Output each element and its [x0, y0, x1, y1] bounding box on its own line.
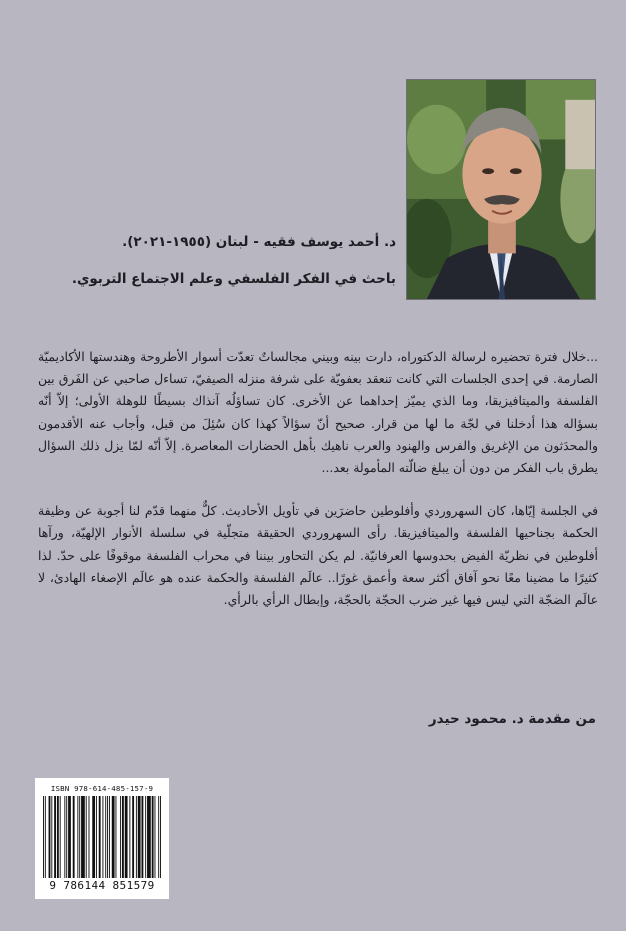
isbn-barcode — [35, 778, 169, 899]
author-name-line: د. أحمد يوسف فقيه - لبنان (١٩٥٥-٢٠٢١). — [122, 234, 396, 250]
blurb-text — [38, 346, 598, 611]
barcode-bar — [57, 796, 59, 878]
barcode-bar — [89, 796, 90, 878]
barcode-digits: 9 786144 851579 — [49, 879, 155, 892]
barcode-bar — [141, 796, 143, 878]
barcode-bar — [49, 796, 51, 878]
barcode-bar — [105, 796, 106, 878]
isbn-label: ISBN 978-614-485-157-9 — [50, 784, 154, 793]
barcode-bar — [54, 796, 56, 878]
barcode-bar — [147, 796, 151, 878]
author-photo — [406, 79, 596, 300]
barcode-bar — [81, 796, 85, 878]
barcode-bar — [73, 796, 75, 878]
barcode-bar — [145, 796, 146, 878]
barcode-bar — [77, 796, 78, 878]
introduction-credit: من مقدمة د. محمود حيدر — [428, 711, 596, 727]
barcode-bar — [96, 796, 97, 878]
barcode-bar — [45, 796, 46, 878]
barcode-bar — [107, 796, 108, 878]
barcode-bar — [158, 796, 159, 878]
barcode-bar — [115, 796, 116, 878]
barcode-bar — [99, 796, 101, 878]
author-description: باحث في الفكر الفلسفي وعلم الاجتماع التربوي. — [71, 271, 396, 287]
barcode-bar — [136, 796, 137, 878]
barcode-bar — [79, 796, 80, 878]
barcode-bar — [68, 796, 71, 878]
barcode-bar — [60, 796, 61, 878]
barcode-bar — [51, 796, 52, 878]
blurb-paragraph-1: ...خلال فترة تحضيره لرسالة الدكتوراه، دارت بينه وبيني مجالساتٌ تعدّت أسوار الأطروحة وهندستها الأكاديميّة الصارمة. في إحدى الجلسات التي كانت تنعقد بعفويّة على شرفة منزله الصيفيّ، تساءل صاحبي عن الفَرق بين الفلسفة والميتافيزيقا، وما الذي يميّز إحداهما عن الأخرى. كان تساؤلُه آنذاك بسيطًا للوهلة الأولى؛ إلاّ أنّه بسؤاله هذا أدخلنا في لجّة ما لها من قرار. صحيح أنّ سؤالاً كهذا كان سُئِلَ من قبل، وأجاب عنه الأقدمون والمحدَثون من الإغريق والفرس والهنود والعرب ناهيك بأهل الحضارات المعاصرة. إلاّ أنّه لمّا يزل ذلك السؤال يطرق باب الفكر من دون أن يبلغ ضالّته المأمولة بعد... — [38, 349, 598, 476]
barcode-bar — [112, 796, 115, 878]
author-portrait-image — [407, 80, 595, 299]
barcode-bar — [125, 796, 128, 878]
barcode-bar — [92, 796, 95, 878]
barcode-bar — [102, 796, 103, 878]
barcode-bar — [138, 796, 141, 878]
barcode-bar — [64, 796, 65, 878]
barcode-bar — [43, 796, 44, 878]
barcode-bar — [122, 796, 124, 878]
barcode-bar — [132, 796, 134, 878]
barcode-bars — [43, 796, 161, 878]
barcode-bar — [155, 796, 156, 878]
barcode-bar — [120, 796, 121, 878]
barcode-bar — [109, 796, 110, 878]
barcode-bar — [86, 796, 87, 878]
blurb-paragraph-2: في الجلسة إيّاها، كان السهروردي وأفلوطين حاضرَين في تأويل الأحاديث. كلٌّ منهما قدّم لنا أجوبة عن وظيفة الحكمة بجناحيها الفلسفة والميتافيزيقا. رأى السهروردي الحقيقة متجلّية في سلسلة الأنوار الإلهيّة، ورآها أفلوطين في نظريّة الفيض بحدوسها العرفانيّة. لم يكن التحاور بيننا في محراب الفلسفة موقوفًا على حدّ. لذا كثيرًا ما مضينا معًا نحو آفاق أكثر سعة وأعمق غورًا.. عالَم الفلسفة والحكمة عنده هو عالَم الإصغاء الهادئ، لا عالَم الضجّة التي ليس فيها غير ضرب الحجّة بالحجّة، وإبطال الرأي بالرأي. — [38, 503, 598, 608]
barcode-bar — [160, 796, 161, 878]
barcode-bar — [66, 796, 67, 878]
barcode-bar — [129, 796, 130, 878]
barcode-bar — [152, 796, 154, 878]
